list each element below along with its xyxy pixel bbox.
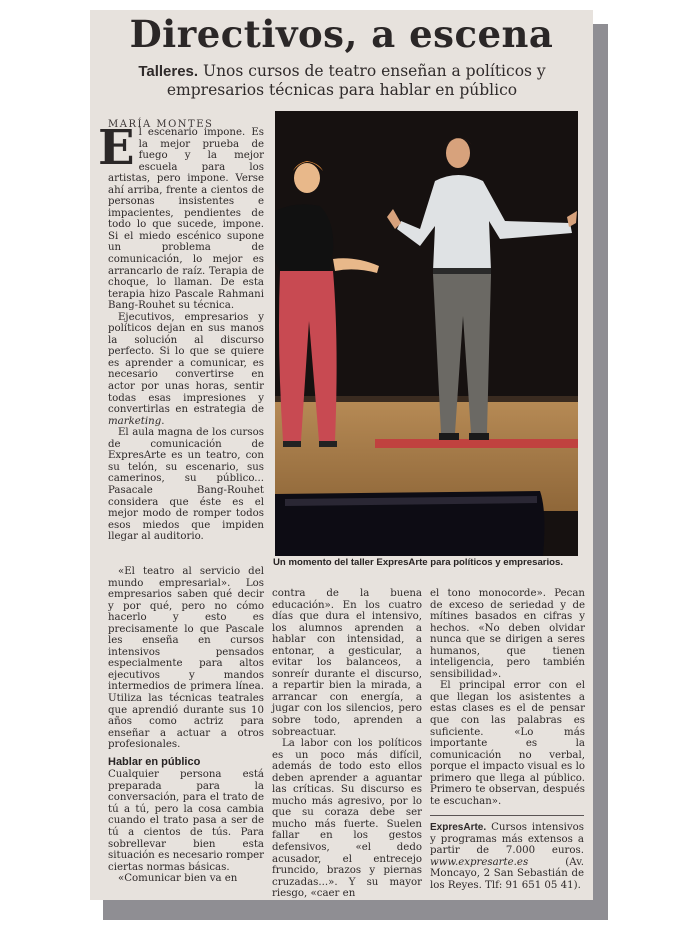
column-2 <box>272 588 422 900</box>
paragraph: La labor con los políticos es un poco más difícil, además de todo esto ellos deben aprender a aguantar las críticas. Su discurso es mucho más agresivo, por lo que su coraza debe ser mucho más fuerte. Suelen fallar en los gestos defensivos, «el dedo acusador, el entrecejo fruncido, brazos y piernas cruzadas...». Y su mayor riesgo, «caer en <box>272 738 422 900</box>
red-mat <box>375 439 578 448</box>
info-paragraph <box>430 822 584 891</box>
italic-word: marketing <box>108 415 162 427</box>
paragraph: Ejecutivos, empresarios y políticos dejan en sus manos la solución al discurso perfecto. Si lo que se quiere es aprender a comunicar, es necesario convertirse en actor por unas horas, sentir todas esas impresiones y convertirlas en estrategia de marketing. <box>108 311 264 427</box>
byline: MARÍA MONTES <box>108 119 214 130</box>
article-photo <box>275 111 578 556</box>
stage-scene-illustration <box>275 111 578 556</box>
divider <box>430 815 584 816</box>
paragraph: El principal error con el que llegan los asistentes a estas clases es el de pensar que con las palabras es suficiente. «Lo más importante es la comunicación no verbal, porque el impacto visual es lo primero que llega al público. Primero te observan, después te escuchan». <box>430 680 585 807</box>
column-1-bottom <box>108 566 264 885</box>
paragraph: contra de la buena educación». En los cuatro días que dura el intensivo, los alumnos aprenden a hablar con intensidad, a entonar, a gesticular, a evitar los balanceos, a sonreír durante el discurso, a repartir bien la mirada, a arrancar con energía, a jugar con los silencios, pero sobre todo, aprenden a sobreactuar. <box>272 588 422 738</box>
info-url: www.expresarte.es <box>430 856 529 868</box>
deck <box>102 62 582 100</box>
deck-kicker: Talleres. <box>138 63 199 80</box>
paragraph: Cualquier persona está preparada para la conversación, para el trato de tú a tú, pero la cosa cambia cuando el trato pasa a ser de tú a cientos de tús. Para sobrellevar bien esta situación es necesario romper ciertas normas básicas. <box>108 769 264 873</box>
drop-cap: E <box>98 120 135 176</box>
info-text: Cursos intensivos y programas más extensos a partir de 7.000 euros. <box>430 822 584 857</box>
subhead: Hablar en público <box>108 755 201 768</box>
paragraph: El aula magna de los cursos de comunicación de ExpresArte es un teatro, con su telón, su escenario, sus camerinos, su público... Pasacale Bang-Rouhet considera que éste es el mejor modo de romper todos esos miedos que impiden llegar al auditorio. <box>108 427 264 543</box>
paragraph: «El teatro al servicio del mundo empresarial». Los empresarios saben qué decir y por qué, pero no cómo hacerlo y esto es precisamente lo que Pascale les enseña en cursos intensivos pensados especialmente para altos ejecutivos y mandos intermedios de primera línea. Utiliza las técnicas teatrales que aprendió durante sus 10 años como actriz para enseñar a actuar a otros profesionales. <box>108 566 264 751</box>
info-address: (Av. Moncayo, 2 San Sebastián de los Reyes. Tlf: 91 651 05 41). <box>430 856 584 891</box>
headline: Directivos, a escena <box>129 12 554 56</box>
paragraph: «Comunicar bien va en <box>118 873 238 885</box>
column-3 <box>430 588 585 807</box>
photo-caption: Un momento del taller ExpresArte para políticos y empresarios. <box>273 557 564 568</box>
info-box <box>430 822 584 891</box>
paragraph: el tono monocorde». Pecan de exceso de seriedad y de mítines basados en cifras y hechos. «No deben olvidar nunca que se dirigen a seres humanos, que tienen inteligencia, pero también sensibilidad». <box>430 588 585 680</box>
woman-top <box>275 204 333 271</box>
info-lead: ExpresArte. <box>430 822 487 833</box>
newspaper-clipping <box>90 10 593 900</box>
deck-text: Unos cursos de teatro enseñan a políticos y empresarios técnicas para hablar en público <box>166 62 546 99</box>
paragraph: El escenario impone. Es la mejor prueba de fuego y la mejor escuela para los artistas, pero impone. Verse ahí arriba, frente a cientos de personas insistentes e impacientes, pendientes de todo lo que sucede, impone. Si el miedo escénico supone un problema de comunicación, lo mejor es arrancarlo de raíz. Terapia de choque, lo llaman. De esta terapia hizo Pascale Rahmani Bang-Rouhet su técnica. <box>98 120 264 312</box>
